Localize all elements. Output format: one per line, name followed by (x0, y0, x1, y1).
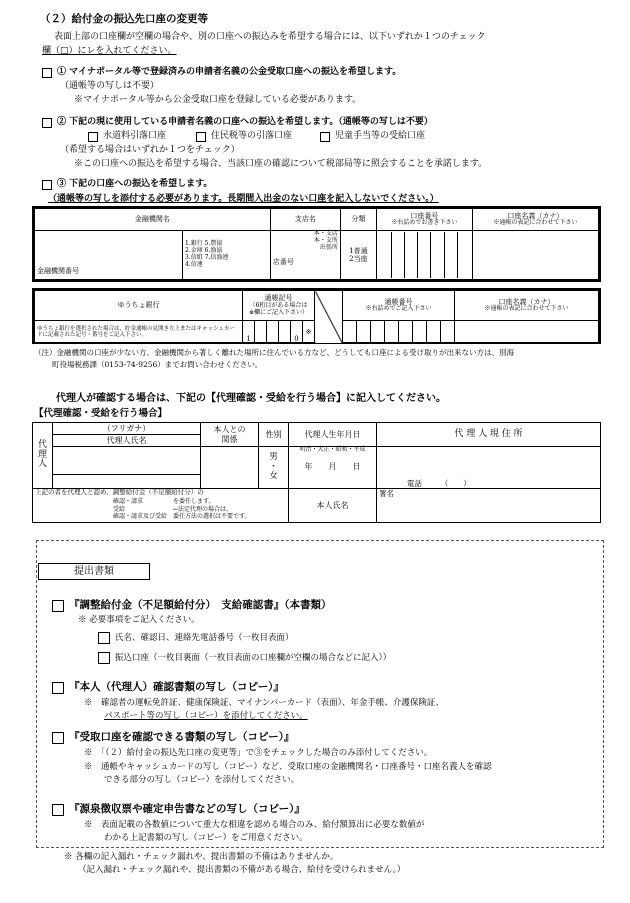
option2-note2: ※この口座への振込を希望する場合、当該口座の確認について税部局等に照会することを承諾します。 (74, 159, 488, 169)
branch-kind-options[interactable]: 本・支店 本・支所 出張所 (313, 230, 338, 251)
option3-note: （通帳等の写しを添付する必要があります。長期間入出金のない口座を記入しないでください。） (48, 194, 439, 204)
doc4-checkbox[interactable] (52, 804, 64, 816)
doc4-note-2: わかる上記書類の写し（コピー）をご用意ください。 (104, 833, 308, 843)
resident-tax-checkbox[interactable] (196, 132, 206, 142)
doc1-sub2-checkbox[interactable] (98, 652, 110, 664)
agent-name-header: 代理人氏名 (53, 435, 201, 447)
agent-section-title: 【代理確認・受給を行う場合】 (34, 408, 168, 419)
yucho-number-field[interactable] (343, 321, 455, 344)
child-allowance-checkbox[interactable] (320, 132, 330, 142)
agent-address-header: 代 理 人 現 住 所 (377, 423, 601, 447)
agent-era-options[interactable]: 明治・大正・昭和・平成 (299, 446, 366, 453)
doc2-title: 『本人（代理人）確認書類の写し（コピー）』 (69, 681, 284, 693)
yucho-name: ゆうちょ銀行 (35, 291, 243, 321)
doc3-title: 『受取口座を確認できる書類の写し（コピー）』 (69, 731, 295, 743)
yucho-note: ゆうちょ銀行を選択された場合は、貯金通帳の見開き左上またはキャッシュカードに記載された記号・番号をご記入下さい。 (35, 321, 243, 344)
signature-label: 署名 (379, 489, 394, 498)
doc1-sub1-checkbox[interactable] (98, 632, 110, 644)
water-checkbox[interactable] (88, 132, 98, 142)
final-check-note: ※ 各欄の記入漏れ・チェック漏れや、提出書類の不備はありませんか。 (64, 852, 339, 862)
yucho-mark-extra: ※ (305, 327, 312, 336)
doc1-note: ※ 必要事項をご記入ください。 (78, 615, 200, 625)
yucho-number-header: 通帳番号 (384, 297, 413, 306)
yucho-mark-header: 通帳記号 (264, 294, 293, 303)
option1-note: （通帳等の写しは不要） (60, 81, 160, 91)
agent-name-field[interactable] (53, 447, 201, 489)
yucho-slash-cell (315, 291, 343, 344)
branch-header: 支店名 (270, 209, 340, 231)
account-type-options[interactable]: 1普通 2当座 (340, 231, 376, 280)
yucho-number-subheader: ※右詰めでご記入下さい (365, 305, 432, 313)
type-header: 分類 (340, 209, 376, 231)
yucho-mark-digit-1: 1 (243, 321, 255, 343)
entrust-text: 上記の者を代理人と認め、調整給付金（不足額給付分）の (35, 488, 204, 496)
agent-relation-header: 本人との 関係 (201, 423, 259, 447)
option1-note2: ※マイナポータル等から公金受取口座を登録している必要があります。 (74, 95, 362, 105)
child-allowance-label: 児童手当等の受給口座 (335, 131, 426, 141)
entrust-result-1: を委任します。 (173, 498, 215, 505)
doc3-note-2: ※ 通帳やキャッシュカードの写し（コピー）など、受取口座の金融機関名・口座番号・口座名義人を確認 (84, 762, 492, 772)
bank-name-header: 金融機関名 (35, 209, 271, 231)
option3-checkbox[interactable] (42, 180, 52, 190)
yucho-holder-subheader: ※通帳の表記に合わせて下さい (484, 305, 569, 313)
option2-label: ② 下記の現に使用している申請者名義の口座への振込を希望します。（通帳等の写しは不要） (57, 117, 433, 127)
account-no-subheader: ※右詰めでお書き下さい (391, 219, 458, 227)
holder-subheader: ※通帳の表記に合わせて下さい (493, 219, 578, 227)
bank-kind-options[interactable]: 1.銀行 5.農協 2.金庫 6.漁協 3.信組 7.信漁連 4.信連 (183, 231, 271, 280)
yucho-holder-header: 口座名義（カナ） (498, 297, 555, 306)
doc3-note-3: できる部分の写し（コピー）を添付してください。 (104, 775, 300, 785)
entrust-opt-both[interactable]: 確認・請求及び受給 (113, 513, 168, 520)
doc1-title: 『調整給付金（不足額給付分） 支給確認書』（本書類） (69, 599, 332, 611)
agent-lead: 代理人が確認する場合は、下記の【代理確認・受給を行う場合】に記入してください。 (56, 393, 446, 404)
entrust-cell (33, 489, 289, 523)
resident-tax-label: 住民税等の引落口座 (211, 131, 293, 141)
doc4-note-1: ※ 表面記載の各数値について重大な相違を認める場合のみ、給付額算出に必要な数値が (84, 820, 425, 830)
bank-account-table (32, 206, 601, 282)
yucho-table (32, 288, 601, 344)
agent-birth-field[interactable] (289, 447, 377, 489)
entrust-result-3: 委任方法の選択は不要です。 (173, 513, 251, 520)
doc2-note-2: パスポート等の写し（コピー）を添付してください。 (104, 711, 308, 721)
agent-furigana-header: （フリガナ） (53, 423, 201, 435)
entrust-result-2: ←法定代理の場合は、 (173, 505, 233, 513)
holder-header: 口座名義（カナ） (507, 211, 564, 220)
far-from-bank-note-2: 町役場税務課（0153-74-9256）までお問い合わせください。 (52, 360, 263, 369)
agent-birth-header: 代理人生年月日 (289, 423, 377, 447)
account-number-field[interactable] (376, 231, 472, 280)
agent-address-field[interactable] (377, 447, 601, 489)
doc1-checkbox[interactable] (52, 600, 64, 612)
final-check-note-2: （記入漏れ・チェック漏れや、提出書類の不備がある場合、給付を受けられません。） (78, 865, 406, 875)
yucho-mark-subheader: （6桁目がある場合は ※欄にご記入下さい） (248, 301, 309, 316)
agent-sex-options[interactable]: 男 ・ 女 (259, 447, 289, 489)
doc2-checkbox[interactable] (52, 682, 64, 694)
doc3-note-1: ※ 「（２）給付金の振込先口座の変更等」で③をチェックした場合のみ添付してください。 (84, 748, 433, 758)
doc4-title: 『源泉徴収票や確定申告書などの写し（コピー）』 (69, 803, 305, 815)
option2-note: （希望する場合はいずれか１つをチェック） (60, 145, 240, 155)
agent-relation-field[interactable] (201, 447, 259, 489)
far-from-bank-note: （注）金融機関の口座が少ない方、金融機関から著しく離れた場所に住んでいる方など、どうしても口座による受け取りが出来ない方は、別海 (34, 348, 514, 357)
intro-line-2: 欄（□）にレを入れてください。 (42, 46, 177, 56)
yucho-holder-field[interactable] (455, 321, 599, 344)
intro-line-1: 表面上部の口座欄が空欄の場合や、別の口座への振込みを希望する場合には、以下いずれか１つのチェック (54, 32, 486, 42)
doc2-note-1: ※ 確認者の運転免許証、健康保険証、マイナンバーカード（表面）、年金手帳、介護保険証、 (84, 698, 444, 708)
agent-table (32, 422, 601, 522)
doc3-checkbox[interactable] (52, 732, 64, 744)
entrust-opt-confirm[interactable]: 確認・請求 (113, 498, 144, 505)
principal-name-label: 本人氏名 (289, 489, 377, 523)
entrust-opt-receive[interactable]: 受給 (113, 505, 126, 513)
agent-tel-label: 電話 （ ） (407, 479, 471, 488)
account-no-header: 口座番号 (410, 211, 439, 220)
yucho-mark-digit-0: 0 (291, 321, 303, 343)
account-holder-field[interactable] (472, 231, 598, 280)
doc1-sub1-label: 氏名、確認日、連絡先電話番号（一枚目表面） (115, 633, 294, 643)
doc1-sub2-label: 振込口座（一枚目裏面（一枚目表面の口座欄が空欄の場合などに記入）） (115, 653, 392, 663)
option2-checkbox[interactable] (42, 118, 52, 128)
option1-checkbox[interactable] (42, 68, 52, 78)
yucho-mark-field[interactable] (243, 321, 315, 344)
agent-birth-ymd: 年 月 日 (304, 461, 361, 471)
agent-side-label: 代 理 人 (33, 423, 53, 489)
option3-label: ③ 下記の口座への振込を希望します。 (57, 179, 213, 189)
branch-number-label: 店番号 (272, 257, 294, 266)
agent-sex-header: 性別 (259, 423, 289, 447)
water-label: 水道料引落口座 (103, 131, 167, 141)
section-title: （２）給付金の振込先口座の変更等 (40, 13, 208, 25)
option1-label: ① マイナポータル等で登録済みの申請者名義の公金受取口座への振込を希望します。 (57, 67, 402, 77)
bank-code-label: 金融機関番号 (37, 266, 79, 275)
documents-header: 提出書類 (38, 563, 150, 580)
principal-signature-field[interactable] (377, 489, 601, 523)
